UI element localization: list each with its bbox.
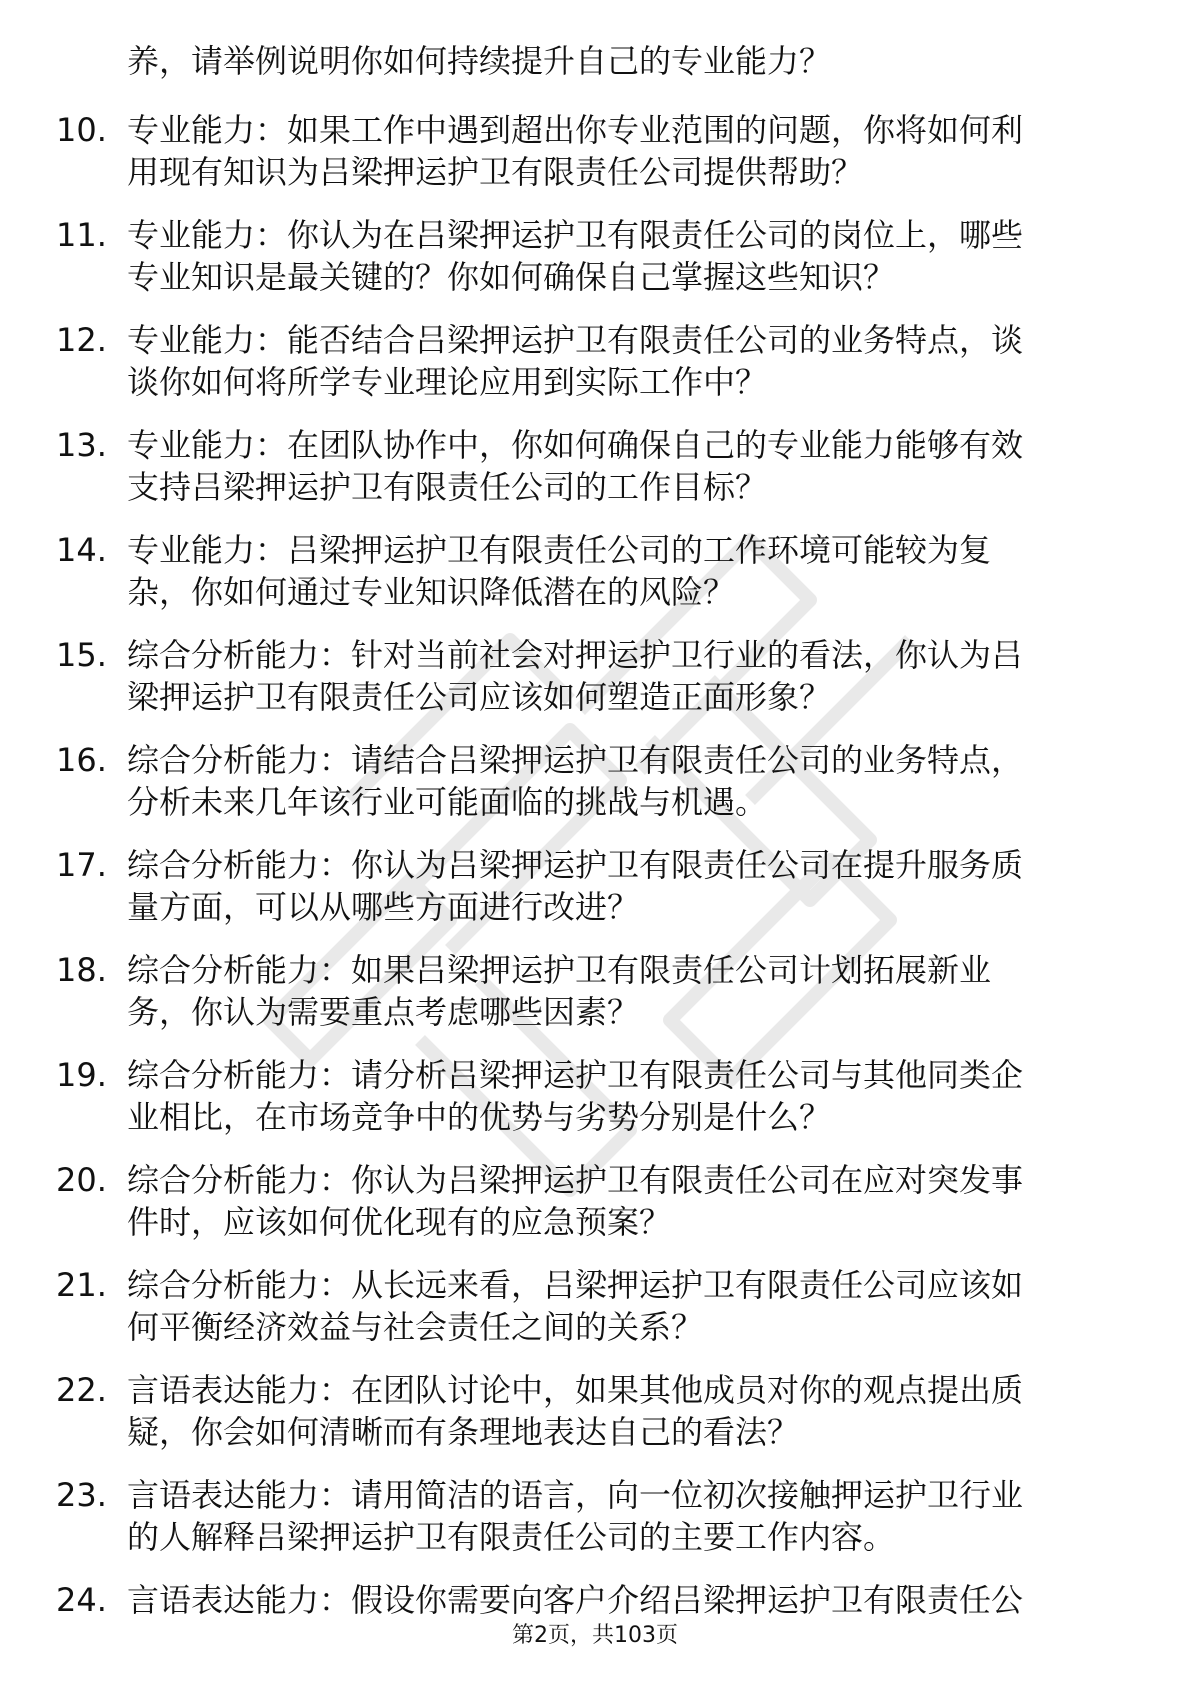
question-line: 业相比，在市场竞争中的优势与劣势分别是什么？ [127, 1098, 832, 1136]
question-item [0, 739, 1190, 823]
question-line: 专业能力：吕梁押运护卫有限责任公司的工作环境可能较为复 [127, 531, 992, 569]
question-text [127, 949, 1137, 1033]
question-line: 疑，你会如何清晰而有条理地表达自己的看法？ [127, 1413, 800, 1451]
intro-continuation-text: 养，请举例说明你如何持续提升自己的专业能力？ [127, 42, 832, 80]
document-body [0, 40, 1190, 1663]
page-footer: 第2页，共103页 [512, 1623, 678, 1648]
question-text [127, 1474, 1137, 1558]
question-item [0, 214, 1190, 298]
question-line: 言语表达能力：请用简洁的语言，向一位初次接触押运护卫行业 [127, 1476, 1024, 1514]
question-text [127, 424, 1137, 508]
question-number: 20. [56, 1161, 107, 1199]
question-text [127, 109, 1137, 193]
question-text [127, 1369, 1137, 1453]
question-number: 16. [56, 741, 107, 779]
question-number: 24. [56, 1581, 107, 1619]
question-line: 谈你如何将所学专业理论应用到实际工作中？ [127, 363, 768, 401]
question-text [127, 319, 1137, 403]
question-line: 杂，你如何通过专业知识降低潜在的风险？ [127, 573, 736, 611]
question-item [0, 109, 1190, 193]
question-line: 用现有知识为吕梁押运护卫有限责任公司提供帮助？ [127, 153, 864, 191]
question-line: 综合分析能力：如果吕梁押运护卫有限责任公司计划拓展新业 [127, 951, 992, 989]
question-line: 梁押运护卫有限责任公司应该如何塑造正面形象？ [127, 678, 832, 716]
question-item [0, 1474, 1190, 1558]
question-text [127, 214, 1137, 298]
question-item [0, 1369, 1190, 1453]
question-number: 18. [56, 951, 107, 989]
question-number: 10. [56, 111, 107, 149]
question-item [0, 319, 1190, 403]
question-line: 件时，应该如何优化现有的应急预案？ [127, 1203, 672, 1241]
question-item [0, 1264, 1190, 1348]
question-line: 综合分析能力：你认为吕梁押运护卫有限责任公司在应对突发事 [127, 1161, 1024, 1199]
question-line: 专业能力：在团队协作中，你如何确保自己的专业能力能够有效 [127, 426, 1024, 464]
question-line: 综合分析能力：从长远来看，吕梁押运护卫有限责任公司应该如 [127, 1266, 1024, 1304]
question-text [127, 739, 1137, 823]
question-line: 的人解释吕梁押运护卫有限责任公司的主要工作内容。 [127, 1518, 896, 1556]
question-number: 15. [56, 636, 107, 674]
question-number: 13. [56, 426, 107, 464]
question-line: 专业能力：你认为在吕梁押运护卫有限责任公司的岗位上，哪些 [127, 216, 1024, 254]
question-item [0, 1054, 1190, 1138]
question-line: 综合分析能力：你认为吕梁押运护卫有限责任公司在提升服务质 [127, 846, 1024, 884]
question-line: 支持吕梁押运护卫有限责任公司的工作目标？ [127, 468, 768, 506]
question-line: 专业能力：如果工作中遇到超出你专业范围的问题，你将如何利 [127, 111, 1024, 149]
question-line: 言语表达能力：在团队讨论中，如果其他成员对你的观点提出质 [127, 1371, 1024, 1409]
question-text [127, 1579, 1137, 1621]
question-number: 21. [56, 1266, 107, 1304]
question-item [0, 1159, 1190, 1243]
question-text [127, 529, 1137, 613]
question-number: 14. [56, 531, 107, 569]
question-text [127, 844, 1137, 928]
question-text [127, 1264, 1137, 1348]
question-text [127, 634, 1137, 718]
question-number: 12. [56, 321, 107, 359]
question-line: 综合分析能力：请分析吕梁押运护卫有限责任公司与其他同类企 [127, 1056, 1024, 1094]
question-line: 分析未来几年该行业可能面临的挑战与机遇。 [127, 783, 768, 821]
question-line: 综合分析能力：请结合吕梁押运护卫有限责任公司的业务特点， [127, 741, 1024, 779]
question-item [0, 424, 1190, 508]
question-item [0, 529, 1190, 613]
question-line: 何平衡经济效益与社会责任之间的关系？ [127, 1308, 704, 1346]
question-number: 23. [56, 1476, 107, 1514]
question-text [127, 1054, 1137, 1138]
question-line: 言语表达能力：假设你需要向客户介绍吕梁押运护卫有限责任公 [127, 1581, 1024, 1619]
question-line: 务，你认为需要重点考虑哪些因素？ [127, 993, 640, 1031]
question-line: 量方面，可以从哪些方面进行改进？ [127, 888, 640, 926]
question-number: 11. [56, 216, 107, 254]
question-item [0, 949, 1190, 1033]
question-number: 19. [56, 1056, 107, 1094]
question-line: 专业能力：能否结合吕梁押运护卫有限责任公司的业务特点，谈 [127, 321, 1024, 359]
question-number: 22. [56, 1371, 107, 1409]
question-line: 综合分析能力：针对当前社会对押运护卫行业的看法，你认为吕 [127, 636, 1024, 674]
question-item [0, 1579, 1190, 1663]
question-item [0, 634, 1190, 718]
question-number: 17. [56, 846, 107, 884]
question-line: 专业知识是最关键的？你如何确保自己掌握这些知识？ [127, 258, 896, 296]
question-item [0, 844, 1190, 928]
question-text [127, 1159, 1137, 1243]
